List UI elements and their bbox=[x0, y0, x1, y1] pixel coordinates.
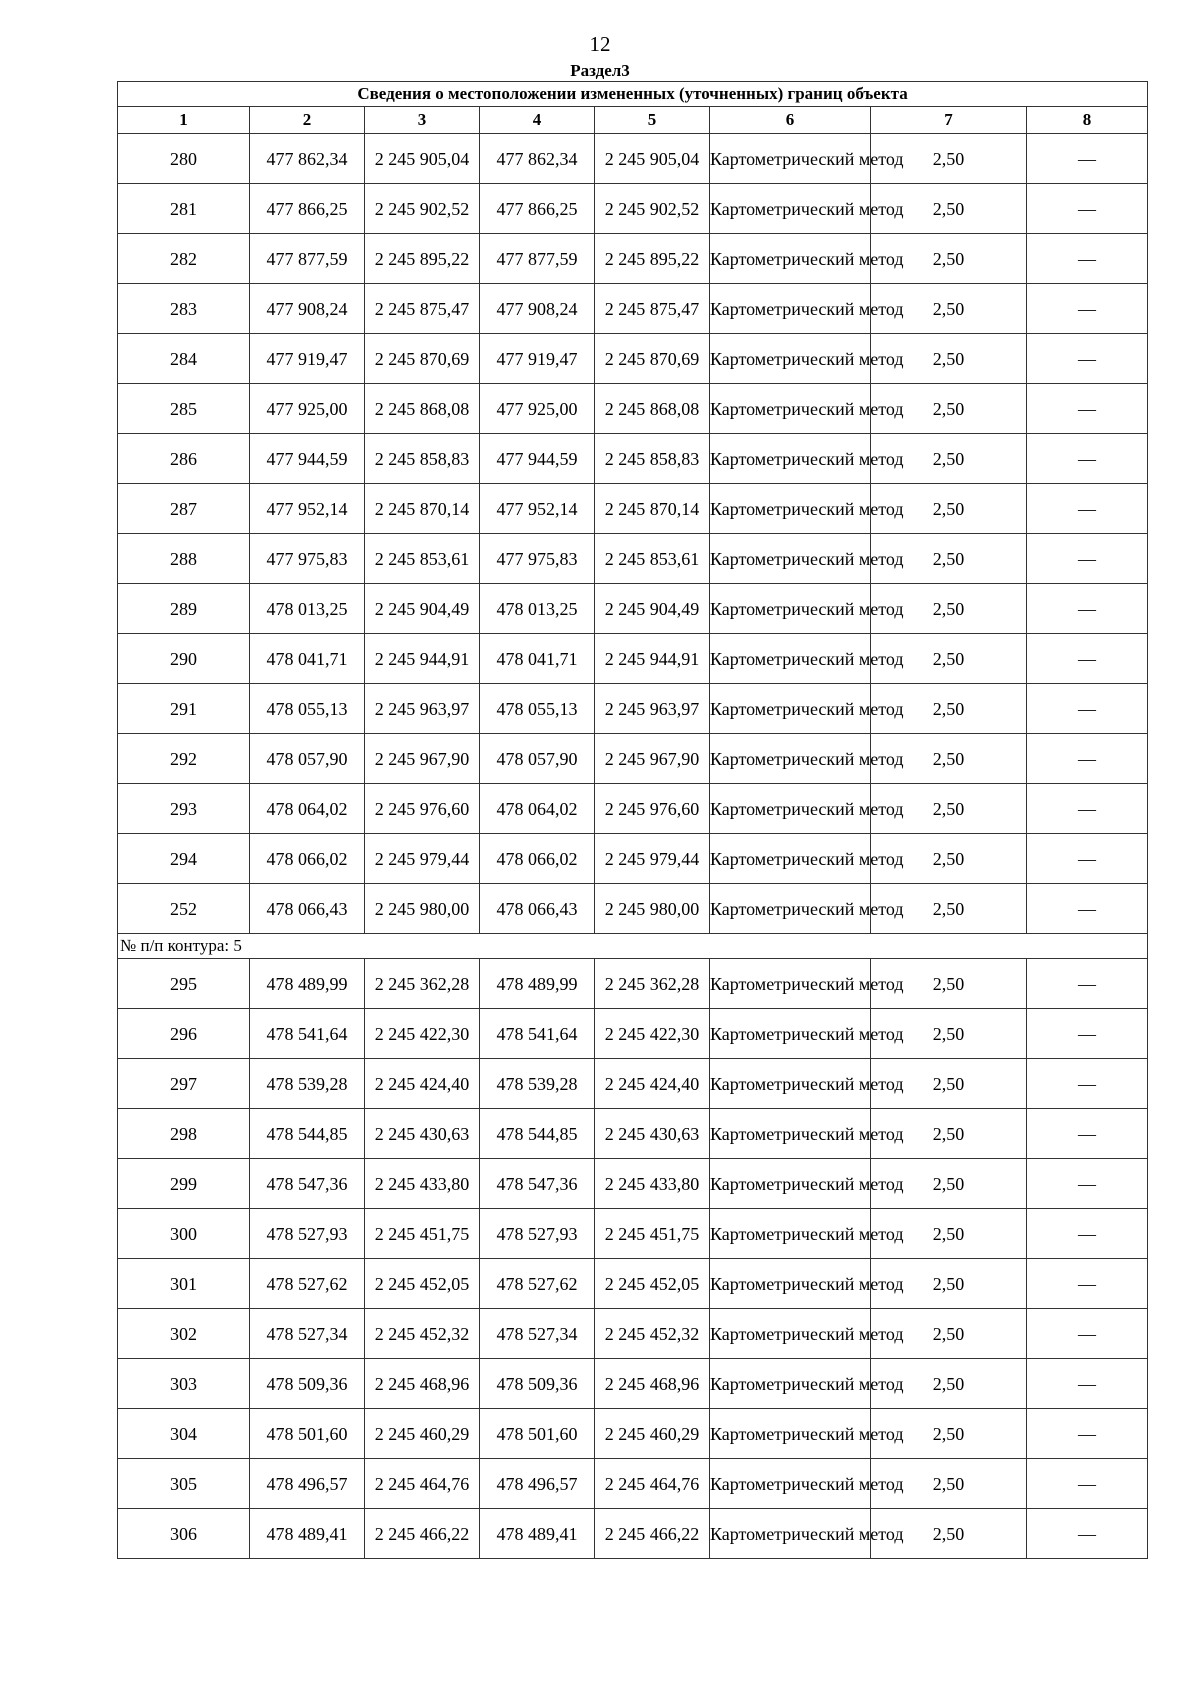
method-cell: Картометрический метод bbox=[710, 684, 871, 734]
y-new-cell: 2 245 460,29 bbox=[595, 1409, 710, 1459]
point-number-cell: 292 bbox=[118, 734, 250, 784]
y-new-cell: 2 245 967,90 bbox=[595, 734, 710, 784]
y-new-cell: 2 245 870,69 bbox=[595, 334, 710, 384]
y-existing-cell: 2 245 853,61 bbox=[365, 534, 480, 584]
x-new-cell: 478 501,60 bbox=[480, 1409, 595, 1459]
x-existing-cell: 477 944,59 bbox=[250, 434, 365, 484]
y-new-cell: 2 245 362,28 bbox=[595, 959, 710, 1009]
y-existing-cell: 2 245 422,30 bbox=[365, 1009, 480, 1059]
table-row bbox=[118, 1459, 1148, 1509]
y-existing-cell: 2 245 904,49 bbox=[365, 584, 480, 634]
y-new-cell: 2 245 430,63 bbox=[595, 1109, 710, 1159]
table-row bbox=[118, 634, 1148, 684]
y-existing-cell: 2 245 430,63 bbox=[365, 1109, 480, 1159]
mean-square-error-cell: 2,50 bbox=[871, 484, 1027, 534]
description-cell: — bbox=[1027, 834, 1148, 884]
table-row bbox=[118, 1209, 1148, 1259]
x-existing-cell: 478 547,36 bbox=[250, 1159, 365, 1209]
y-existing-cell: 2 245 468,96 bbox=[365, 1359, 480, 1409]
table-row bbox=[118, 534, 1148, 584]
description-cell: — bbox=[1027, 1459, 1148, 1509]
y-existing-cell: 2 245 452,05 bbox=[365, 1259, 480, 1309]
point-number-cell: 252 bbox=[118, 884, 250, 934]
table-row bbox=[118, 1359, 1148, 1409]
x-existing-cell: 478 066,02 bbox=[250, 834, 365, 884]
y-new-cell: 2 245 464,76 bbox=[595, 1459, 710, 1509]
column-number-4: 4 bbox=[480, 107, 595, 134]
method-cell: Картометрический метод bbox=[710, 1509, 871, 1559]
x-new-cell: 478 527,93 bbox=[480, 1209, 595, 1259]
mean-square-error-cell: 2,50 bbox=[871, 1459, 1027, 1509]
x-existing-cell: 477 952,14 bbox=[250, 484, 365, 534]
description-cell: — bbox=[1027, 1509, 1148, 1559]
x-existing-cell: 478 509,36 bbox=[250, 1359, 365, 1409]
y-existing-cell: 2 245 868,08 bbox=[365, 384, 480, 434]
x-existing-cell: 478 066,43 bbox=[250, 884, 365, 934]
point-number-cell: 285 bbox=[118, 384, 250, 434]
mean-square-error-cell: 2,50 bbox=[871, 1509, 1027, 1559]
description-cell: — bbox=[1027, 734, 1148, 784]
description-cell: — bbox=[1027, 634, 1148, 684]
x-existing-cell: 478 041,71 bbox=[250, 634, 365, 684]
description-cell: — bbox=[1027, 1159, 1148, 1209]
y-existing-cell: 2 245 870,69 bbox=[365, 334, 480, 384]
x-new-cell: 478 041,71 bbox=[480, 634, 595, 684]
method-cell: Картометрический метод bbox=[710, 1359, 871, 1409]
description-cell: — bbox=[1027, 1359, 1148, 1409]
y-existing-cell: 2 245 451,75 bbox=[365, 1209, 480, 1259]
column-numbers-row bbox=[118, 107, 1148, 134]
x-new-cell: 478 509,36 bbox=[480, 1359, 595, 1409]
description-cell: — bbox=[1027, 1309, 1148, 1359]
y-existing-cell: 2 245 858,83 bbox=[365, 434, 480, 484]
method-cell: Картометрический метод bbox=[710, 234, 871, 284]
method-cell: Картометрический метод bbox=[710, 184, 871, 234]
x-new-cell: 477 908,24 bbox=[480, 284, 595, 334]
point-number-cell: 295 bbox=[118, 959, 250, 1009]
table-row bbox=[118, 1109, 1148, 1159]
column-number-8: 8 bbox=[1027, 107, 1148, 134]
y-new-cell: 2 245 895,22 bbox=[595, 234, 710, 284]
x-new-cell: 477 862,34 bbox=[480, 134, 595, 184]
mean-square-error-cell: 2,50 bbox=[871, 834, 1027, 884]
x-existing-cell: 477 919,47 bbox=[250, 334, 365, 384]
table-row bbox=[118, 484, 1148, 534]
mean-square-error-cell: 2,50 bbox=[871, 334, 1027, 384]
x-new-cell: 478 539,28 bbox=[480, 1059, 595, 1109]
point-number-cell: 306 bbox=[118, 1509, 250, 1559]
description-cell: — bbox=[1027, 384, 1148, 434]
description-cell: — bbox=[1027, 1259, 1148, 1309]
y-existing-cell: 2 245 433,80 bbox=[365, 1159, 480, 1209]
method-cell: Картометрический метод bbox=[710, 484, 871, 534]
description-cell: — bbox=[1027, 1009, 1148, 1059]
y-existing-cell: 2 245 967,90 bbox=[365, 734, 480, 784]
y-new-cell: 2 245 422,30 bbox=[595, 1009, 710, 1059]
description-cell: — bbox=[1027, 1209, 1148, 1259]
description-cell: — bbox=[1027, 134, 1148, 184]
point-number-cell: 301 bbox=[118, 1259, 250, 1309]
table-row bbox=[118, 234, 1148, 284]
method-cell: Картометрический метод bbox=[710, 959, 871, 1009]
x-new-cell: 478 055,13 bbox=[480, 684, 595, 734]
table-row bbox=[118, 834, 1148, 884]
x-new-cell: 478 496,57 bbox=[480, 1459, 595, 1509]
page-number: 12 bbox=[589, 32, 611, 56]
table-body bbox=[118, 134, 1148, 1559]
x-existing-cell: 478 501,60 bbox=[250, 1409, 365, 1459]
mean-square-error-cell: 2,50 bbox=[871, 784, 1027, 834]
description-cell: — bbox=[1027, 884, 1148, 934]
table-row bbox=[118, 784, 1148, 834]
y-new-cell: 2 245 433,80 bbox=[595, 1159, 710, 1209]
x-new-cell: 477 952,14 bbox=[480, 484, 595, 534]
x-existing-cell: 478 527,34 bbox=[250, 1309, 365, 1359]
point-number-cell: 305 bbox=[118, 1459, 250, 1509]
table-row bbox=[118, 434, 1148, 484]
y-existing-cell: 2 245 905,04 bbox=[365, 134, 480, 184]
table-row bbox=[118, 1309, 1148, 1359]
description-cell: — bbox=[1027, 1409, 1148, 1459]
table-row bbox=[118, 584, 1148, 634]
x-existing-cell: 478 057,90 bbox=[250, 734, 365, 784]
description-cell: — bbox=[1027, 234, 1148, 284]
method-cell: Картометрический метод bbox=[710, 834, 871, 884]
table-row bbox=[118, 684, 1148, 734]
column-number-2: 2 bbox=[250, 107, 365, 134]
description-cell: — bbox=[1027, 184, 1148, 234]
contour-row bbox=[118, 934, 1148, 959]
x-new-cell: 477 877,59 bbox=[480, 234, 595, 284]
table-row bbox=[118, 1409, 1148, 1459]
method-cell: Картометрический метод bbox=[710, 1209, 871, 1259]
mean-square-error-cell: 2,50 bbox=[871, 1259, 1027, 1309]
y-existing-cell: 2 245 902,52 bbox=[365, 184, 480, 234]
x-new-cell: 478 527,62 bbox=[480, 1259, 595, 1309]
point-number-cell: 282 bbox=[118, 234, 250, 284]
x-new-cell: 478 547,36 bbox=[480, 1159, 595, 1209]
y-new-cell: 2 245 466,22 bbox=[595, 1509, 710, 1559]
method-cell: Картометрический метод bbox=[710, 634, 871, 684]
method-cell: Картометрический метод bbox=[710, 384, 871, 434]
x-new-cell: 477 925,00 bbox=[480, 384, 595, 434]
point-number-cell: 297 bbox=[118, 1059, 250, 1109]
method-cell: Картометрический метод bbox=[710, 434, 871, 484]
mean-square-error-cell: 2,50 bbox=[871, 584, 1027, 634]
y-existing-cell: 2 245 460,29 bbox=[365, 1409, 480, 1459]
x-new-cell: 478 544,85 bbox=[480, 1109, 595, 1159]
mean-square-error-cell: 2,50 bbox=[871, 284, 1027, 334]
point-number-cell: 287 bbox=[118, 484, 250, 534]
point-number-cell: 302 bbox=[118, 1309, 250, 1359]
mean-square-error-cell: 2,50 bbox=[871, 1009, 1027, 1059]
table-row bbox=[118, 1009, 1148, 1059]
boundary-points-table bbox=[117, 81, 1148, 1559]
y-existing-cell: 2 245 944,91 bbox=[365, 634, 480, 684]
x-existing-cell: 477 925,00 bbox=[250, 384, 365, 434]
mean-square-error-cell: 2,50 bbox=[871, 134, 1027, 184]
y-existing-cell: 2 245 979,44 bbox=[365, 834, 480, 884]
table-row bbox=[118, 884, 1148, 934]
y-new-cell: 2 245 452,32 bbox=[595, 1309, 710, 1359]
point-number-cell: 304 bbox=[118, 1409, 250, 1459]
point-number-cell: 298 bbox=[118, 1109, 250, 1159]
description-cell: — bbox=[1027, 784, 1148, 834]
table-row bbox=[118, 1059, 1148, 1109]
x-existing-cell: 477 866,25 bbox=[250, 184, 365, 234]
y-new-cell: 2 245 963,97 bbox=[595, 684, 710, 734]
x-existing-cell: 477 908,24 bbox=[250, 284, 365, 334]
y-new-cell: 2 245 980,00 bbox=[595, 884, 710, 934]
point-number-cell: 283 bbox=[118, 284, 250, 334]
mean-square-error-cell: 2,50 bbox=[871, 1409, 1027, 1459]
y-new-cell: 2 245 424,40 bbox=[595, 1059, 710, 1109]
mean-square-error-cell: 2,50 bbox=[871, 1209, 1027, 1259]
point-number-cell: 284 bbox=[118, 334, 250, 384]
table-row bbox=[118, 284, 1148, 334]
x-new-cell: 477 919,47 bbox=[480, 334, 595, 384]
method-cell: Картометрический метод bbox=[710, 884, 871, 934]
description-cell: — bbox=[1027, 1109, 1148, 1159]
table-caption: Сведения о местоположении измененных (уточненных) границ объекта bbox=[118, 82, 1148, 107]
mean-square-error-cell: 2,50 bbox=[871, 434, 1027, 484]
table-row bbox=[118, 734, 1148, 784]
x-new-cell: 478 489,99 bbox=[480, 959, 595, 1009]
description-cell: — bbox=[1027, 284, 1148, 334]
point-number-cell: 303 bbox=[118, 1359, 250, 1409]
y-new-cell: 2 245 858,83 bbox=[595, 434, 710, 484]
point-number-cell: 300 bbox=[118, 1209, 250, 1259]
y-existing-cell: 2 245 976,60 bbox=[365, 784, 480, 834]
x-existing-cell: 478 489,41 bbox=[250, 1509, 365, 1559]
y-existing-cell: 2 245 980,00 bbox=[365, 884, 480, 934]
x-new-cell: 478 541,64 bbox=[480, 1009, 595, 1059]
method-cell: Картометрический метод bbox=[710, 584, 871, 634]
y-new-cell: 2 245 905,04 bbox=[595, 134, 710, 184]
mean-square-error-cell: 2,50 bbox=[871, 1109, 1027, 1159]
column-number-5: 5 bbox=[595, 107, 710, 134]
point-number-cell: 291 bbox=[118, 684, 250, 734]
method-cell: Картометрический метод bbox=[710, 1159, 871, 1209]
point-number-cell: 280 bbox=[118, 134, 250, 184]
y-new-cell: 2 245 944,91 bbox=[595, 634, 710, 684]
mean-square-error-cell: 2,50 bbox=[871, 1359, 1027, 1409]
x-existing-cell: 477 877,59 bbox=[250, 234, 365, 284]
x-existing-cell: 478 489,99 bbox=[250, 959, 365, 1009]
method-cell: Картометрический метод bbox=[710, 1309, 871, 1359]
description-cell: — bbox=[1027, 334, 1148, 384]
mean-square-error-cell: 2,50 bbox=[871, 884, 1027, 934]
description-cell: — bbox=[1027, 1059, 1148, 1109]
x-existing-cell: 478 013,25 bbox=[250, 584, 365, 634]
y-new-cell: 2 245 870,14 bbox=[595, 484, 710, 534]
y-existing-cell: 2 245 875,47 bbox=[365, 284, 480, 334]
x-existing-cell: 478 055,13 bbox=[250, 684, 365, 734]
x-new-cell: 477 866,25 bbox=[480, 184, 595, 234]
point-number-cell: 289 bbox=[118, 584, 250, 634]
point-number-cell: 293 bbox=[118, 784, 250, 834]
x-new-cell: 478 066,02 bbox=[480, 834, 595, 884]
x-existing-cell: 478 544,85 bbox=[250, 1109, 365, 1159]
method-cell: Картометрический метод bbox=[710, 134, 871, 184]
table-row bbox=[118, 184, 1148, 234]
y-existing-cell: 2 245 424,40 bbox=[365, 1059, 480, 1109]
description-cell: — bbox=[1027, 959, 1148, 1009]
column-number-7: 7 bbox=[871, 107, 1027, 134]
mean-square-error-cell: 2,50 bbox=[871, 734, 1027, 784]
y-new-cell: 2 245 452,05 bbox=[595, 1259, 710, 1309]
description-cell: — bbox=[1027, 684, 1148, 734]
point-number-cell: 281 bbox=[118, 184, 250, 234]
x-new-cell: 478 057,90 bbox=[480, 734, 595, 784]
point-number-cell: 296 bbox=[118, 1009, 250, 1059]
y-new-cell: 2 245 904,49 bbox=[595, 584, 710, 634]
x-existing-cell: 478 527,93 bbox=[250, 1209, 365, 1259]
y-existing-cell: 2 245 452,32 bbox=[365, 1309, 480, 1359]
contour-label: № п/п контура: 5 bbox=[118, 934, 1148, 959]
description-cell: — bbox=[1027, 534, 1148, 584]
method-cell: Картометрический метод bbox=[710, 1409, 871, 1459]
table-row bbox=[118, 1159, 1148, 1209]
y-existing-cell: 2 245 362,28 bbox=[365, 959, 480, 1009]
method-cell: Картометрический метод bbox=[710, 284, 871, 334]
table-row bbox=[118, 959, 1148, 1009]
mean-square-error-cell: 2,50 bbox=[871, 1159, 1027, 1209]
column-number-1: 1 bbox=[118, 107, 250, 134]
method-cell: Картометрический метод bbox=[710, 734, 871, 784]
y-new-cell: 2 245 976,60 bbox=[595, 784, 710, 834]
table-row bbox=[118, 384, 1148, 434]
mean-square-error-cell: 2,50 bbox=[871, 384, 1027, 434]
mean-square-error-cell: 2,50 bbox=[871, 1059, 1027, 1109]
mean-square-error-cell: 2,50 bbox=[871, 959, 1027, 1009]
method-cell: Картометрический метод bbox=[710, 1459, 871, 1509]
x-existing-cell: 477 862,34 bbox=[250, 134, 365, 184]
column-number-6: 6 bbox=[710, 107, 871, 134]
y-existing-cell: 2 245 466,22 bbox=[365, 1509, 480, 1559]
x-new-cell: 477 944,59 bbox=[480, 434, 595, 484]
method-cell: Картометрический метод bbox=[710, 1109, 871, 1159]
section-title: Раздел3 bbox=[570, 61, 630, 80]
method-cell: Картометрический метод bbox=[710, 1009, 871, 1059]
y-existing-cell: 2 245 963,97 bbox=[365, 684, 480, 734]
y-new-cell: 2 245 868,08 bbox=[595, 384, 710, 434]
y-new-cell: 2 245 853,61 bbox=[595, 534, 710, 584]
mean-square-error-cell: 2,50 bbox=[871, 634, 1027, 684]
method-cell: Картометрический метод bbox=[710, 784, 871, 834]
mean-square-error-cell: 2,50 bbox=[871, 1309, 1027, 1359]
mean-square-error-cell: 2,50 bbox=[871, 684, 1027, 734]
x-new-cell: 478 489,41 bbox=[480, 1509, 595, 1559]
x-existing-cell: 478 496,57 bbox=[250, 1459, 365, 1509]
description-cell: — bbox=[1027, 434, 1148, 484]
x-new-cell: 478 064,02 bbox=[480, 784, 595, 834]
x-new-cell: 478 013,25 bbox=[480, 584, 595, 634]
description-cell: — bbox=[1027, 484, 1148, 534]
y-new-cell: 2 245 902,52 bbox=[595, 184, 710, 234]
table-row bbox=[118, 334, 1148, 384]
method-cell: Картометрический метод bbox=[710, 1259, 871, 1309]
point-number-cell: 290 bbox=[118, 634, 250, 684]
x-existing-cell: 478 541,64 bbox=[250, 1009, 365, 1059]
x-existing-cell: 478 527,62 bbox=[250, 1259, 365, 1309]
table-caption-row bbox=[118, 82, 1148, 107]
method-cell: Картометрический метод bbox=[710, 334, 871, 384]
column-number-3: 3 bbox=[365, 107, 480, 134]
y-existing-cell: 2 245 870,14 bbox=[365, 484, 480, 534]
mean-square-error-cell: 2,50 bbox=[871, 534, 1027, 584]
y-existing-cell: 2 245 895,22 bbox=[365, 234, 480, 284]
table-row bbox=[118, 1259, 1148, 1309]
point-number-cell: 286 bbox=[118, 434, 250, 484]
method-cell: Картометрический метод bbox=[710, 534, 871, 584]
x-new-cell: 477 975,83 bbox=[480, 534, 595, 584]
y-new-cell: 2 245 468,96 bbox=[595, 1359, 710, 1409]
y-new-cell: 2 245 875,47 bbox=[595, 284, 710, 334]
point-number-cell: 294 bbox=[118, 834, 250, 884]
x-existing-cell: 477 975,83 bbox=[250, 534, 365, 584]
x-new-cell: 478 066,43 bbox=[480, 884, 595, 934]
y-new-cell: 2 245 451,75 bbox=[595, 1209, 710, 1259]
y-existing-cell: 2 245 464,76 bbox=[365, 1459, 480, 1509]
point-number-cell: 299 bbox=[118, 1159, 250, 1209]
x-existing-cell: 478 064,02 bbox=[250, 784, 365, 834]
table-row bbox=[118, 1509, 1148, 1559]
description-cell: — bbox=[1027, 584, 1148, 634]
y-new-cell: 2 245 979,44 bbox=[595, 834, 710, 884]
table-row bbox=[118, 134, 1148, 184]
mean-square-error-cell: 2,50 bbox=[871, 234, 1027, 284]
x-new-cell: 478 527,34 bbox=[480, 1309, 595, 1359]
mean-square-error-cell: 2,50 bbox=[871, 184, 1027, 234]
method-cell: Картометрический метод bbox=[710, 1059, 871, 1109]
x-existing-cell: 478 539,28 bbox=[250, 1059, 365, 1109]
point-number-cell: 288 bbox=[118, 534, 250, 584]
